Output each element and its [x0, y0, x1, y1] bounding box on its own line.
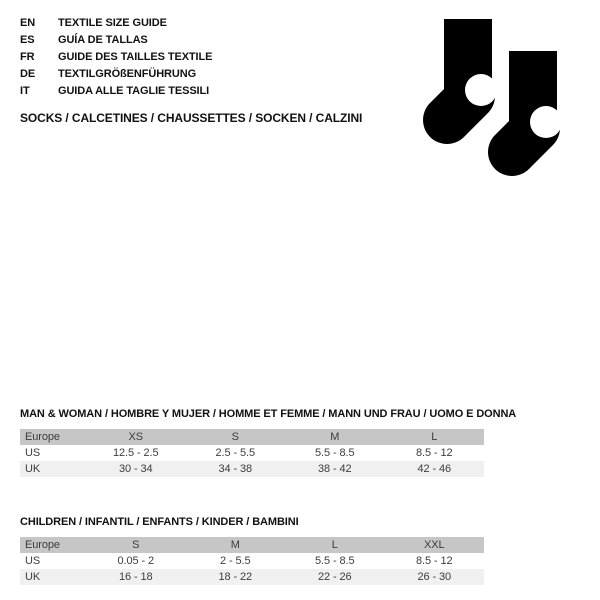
region-cell: UK [25, 463, 41, 475]
language-row-de [20, 65, 212, 82]
table-header-row [20, 537, 484, 553]
language-code: DE [20, 67, 36, 80]
column-header-size: XS [128, 431, 143, 443]
language-label: TEXTILGRÖßENFÜHRUNG [58, 67, 197, 80]
adult-size-table [20, 429, 484, 477]
children-size-table-section [20, 516, 484, 585]
table-row-uk [20, 569, 484, 585]
size-cell: 42 - 46 [417, 463, 452, 475]
language-row-en [20, 14, 212, 31]
language-list [20, 14, 212, 99]
region-cell: UK [25, 571, 41, 583]
language-row-fr [20, 48, 212, 65]
children-table-title: CHILDREN / INFANTIL / ENFANTS / KINDER / BAMBINI [20, 516, 299, 528]
size-cell: 0.05 - 2 [117, 555, 154, 567]
column-header-size: L [431, 431, 438, 443]
language-code: IT [20, 84, 30, 97]
language-label: GUIDA ALLE TAGLIE TESSILI [58, 84, 210, 97]
region-cell: US [25, 447, 41, 459]
column-header-size: XXL [424, 539, 445, 551]
language-row-es [20, 31, 212, 48]
column-header-size: L [331, 539, 338, 551]
table-row-uk [20, 461, 484, 477]
column-header-size: S [231, 431, 239, 443]
socks-icon [390, 0, 590, 190]
table-row-us [20, 445, 484, 461]
language-code: ES [20, 33, 35, 46]
size-cell: 8.5 - 12 [415, 555, 453, 567]
size-cell: 34 - 38 [218, 463, 253, 475]
language-code: FR [20, 50, 35, 63]
size-cell: 38 - 42 [317, 463, 352, 475]
column-header-size: S [132, 539, 140, 551]
region-cell: US [25, 555, 41, 567]
size-cell: 16 - 18 [118, 571, 153, 583]
column-header-size: M [230, 539, 240, 551]
size-cell: 30 - 34 [118, 463, 153, 475]
table-row-us [20, 553, 484, 569]
size-cell: 22 - 26 [317, 571, 352, 583]
adult-table-title: MAN & WOMAN / HOMBRE Y MUJER / HOMME ET FEMME / MANN UND FRAU / UOMO E DONNA [20, 408, 517, 420]
language-row-it [20, 82, 212, 99]
size-cell: 5.5 - 8.5 [315, 447, 355, 459]
size-cell: 12.5 - 2.5 [113, 447, 159, 459]
language-label: GUIDE DES TAILLES TEXTILE [58, 50, 213, 63]
column-header-region: Europe [25, 539, 60, 551]
children-size-table [20, 537, 484, 585]
sock-front [509, 51, 562, 152]
size-cell: 2.5 - 5.5 [215, 447, 255, 459]
category-heading: SOCKS / CALCETINES / CHAUSSETTES / SOCKEN / CALZINI [20, 111, 363, 125]
table-header-row [20, 429, 484, 445]
column-header-region: Europe [25, 431, 60, 443]
adult-size-table-section [20, 408, 517, 477]
size-cell: 2 - 5.5 [220, 555, 251, 567]
size-cell: 18 - 22 [218, 571, 253, 583]
column-header-size: M [330, 431, 340, 443]
language-label: GUÍA DE TALLAS [58, 33, 148, 46]
size-cell: 5.5 - 8.5 [315, 555, 355, 567]
size-cell: 8.5 - 12 [415, 447, 453, 459]
language-code: EN [20, 16, 36, 29]
sock-back [444, 19, 497, 120]
size-cell: 26 - 30 [417, 571, 452, 583]
language-label: TEXTILE SIZE GUIDE [58, 16, 167, 29]
